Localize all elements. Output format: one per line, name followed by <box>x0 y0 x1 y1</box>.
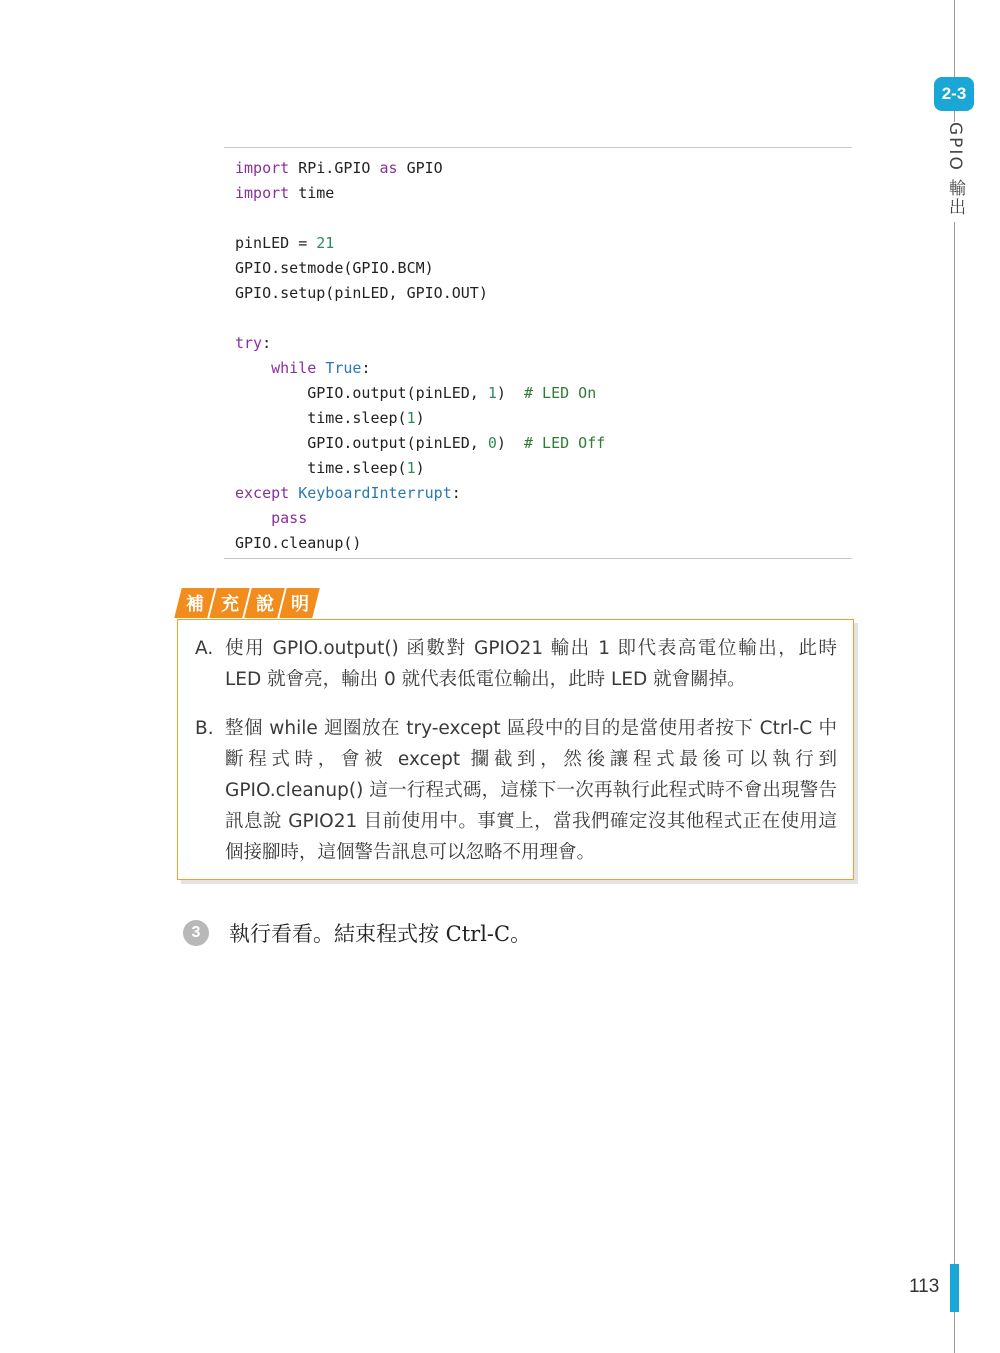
note-item-marker: B. <box>195 718 214 739</box>
note-item-text: 使用 GPIO.output() 函數對 GPIO21 輸出 1 即代表高電位輸出，此時 LED 就會亮，輸出 0 就代表低電位輸出，此時 LED 就會關掉。 <box>225 638 837 690</box>
step-number-badge: 3 <box>183 920 209 946</box>
code-line: try: <box>235 334 272 352</box>
note-header-char: 明 <box>279 588 319 618</box>
code-line: GPIO.setup(pinLED, GPIO.OUT) <box>235 284 488 302</box>
step-text: 執行看看。結束程式按 Ctrl-C。 <box>229 922 532 946</box>
note-header <box>178 588 316 620</box>
code-line: GPIO.output(pinLED, 0) # LED Off <box>235 434 606 452</box>
note-header-char: 說 <box>244 588 284 618</box>
code-block <box>224 147 852 559</box>
code-line: GPIO.setmode(GPIO.BCM) <box>235 259 434 277</box>
code-line: time.sleep(1) <box>235 409 425 427</box>
code-line: import time <box>235 184 335 202</box>
code-line: GPIO.output(pinLED, 1) # LED On <box>235 384 597 402</box>
code-line: time.sleep(1) <box>235 459 425 477</box>
note-item-marker: A. <box>195 638 214 659</box>
page-number: 113 <box>909 1276 940 1297</box>
code-line: pass <box>271 509 308 527</box>
note-header-char: 補 <box>174 588 214 618</box>
code-listing <box>235 156 605 556</box>
chapter-badge: 2-3 <box>934 77 974 111</box>
note-box <box>177 619 854 880</box>
note-header-char: 充 <box>209 588 249 618</box>
page-marker-bar <box>950 1264 959 1312</box>
chapter-title: GPIO 輸出 <box>944 122 966 222</box>
code-line: except KeyboardInterrupt: <box>235 484 461 502</box>
code-line: while True: <box>271 359 371 377</box>
code-line: import RPi.GPIO as GPIO <box>235 159 443 177</box>
code-line: pinLED = 21 <box>235 234 335 252</box>
code-line: GPIO.cleanup() <box>235 534 362 552</box>
note-item-text: 整個 while 迴圈放在 try-except 區段中的目的是當使用者按下 Ctrl-C 中斷程式時，會被 except 攔截到，然後讓程式最後可以執行到 GPIO.cleanup() 這一行程式碼，這樣下一次再執行此程式時不會出現警告訊息說 GPIO21 目前使用中。事實上，當我們確定沒其他程式正在使用這個接腳時，這個警告訊息可以忽略不用理會。 <box>225 718 837 863</box>
